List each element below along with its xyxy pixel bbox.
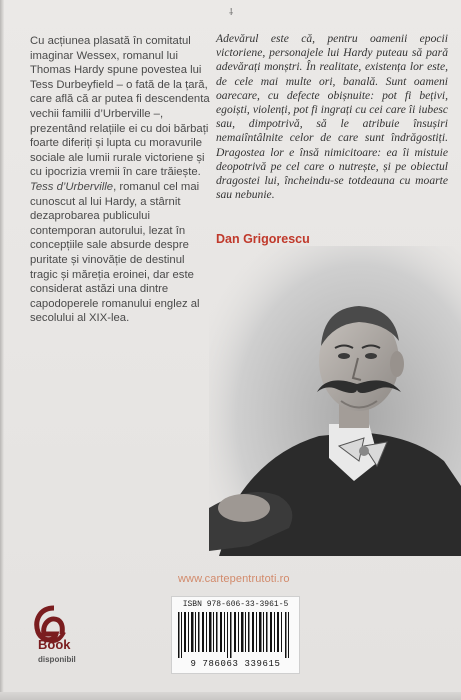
author-portrait [209, 246, 461, 556]
synopsis-text [30, 34, 212, 326]
book-title-italic: Tess d’Urberville [30, 180, 114, 193]
synopsis-paragraph-2-rest: , romanul cel mai cunoscut al lui Hardy, a stârnit dezaprobarea publicului contemporan autorului, lezat în concepțiile sale absurde despre puritate și vinovăție de destinul tragic și măreția eroinei, dar este considerat astăzi una dintre capodoperele romanului englez al secolului al XIX-lea. [30, 180, 200, 325]
scan-edge [0, 0, 4, 700]
publisher-website-link[interactable]: www.cartepentrutoti.ro [178, 573, 290, 585]
ebook-label: Book [38, 637, 71, 652]
isbn-text: ISBN 978-606-33-3961-5 [182, 600, 289, 609]
synopsis-paragraph-2 [30, 180, 212, 326]
quote-author: Dan Grigorescu [216, 232, 310, 246]
barcode-icon [178, 612, 293, 658]
critic-quote: Adevărul este că, pentru oamenii epocii victoriene, personajele lui Hardy puteau să pară adevărați monștri. În realitate, existența lor este, de cele mai multe ori, banală. Sunt oameni oarecare, cu defecte obișnuite: pot fi bețivi, egoiști, violenți, pot fi ingrați cu cei care îi iubesc sau, dimpotrivă, să le atribuie însușiri nemaiîntâlnite celor de care sunt îndrăgostiți. Dragostea lor e însă nimicitoare: ea îi mistuie deopotrivă pe cel care o nutrește, și pe obiectul dragostei lui, încheindu-se totdeauna cu moarte sau nebunie. [216, 32, 448, 202]
scan-bottom-edge [0, 692, 461, 700]
isbn-barcode-box [171, 596, 300, 674]
ebook-availability: disponibil [38, 655, 76, 664]
barcode-digits: 9 786063 339615 [190, 659, 281, 669]
synopsis-paragraph-1: Cu acțiunea plasată în comitatul imaginar Wessex, romanul lui Thomas Hardy spune povestea lui Tess Durbeyfield – o fată de la țară, care află că ar putea fi descendenta vechii familii d’Urberville –, prezentând relațiile ei cu doi bărbați foarte diferiți și lupta cu moravurile sociale ale lumii rurale victoriene și cu ipocrizia vremii în care trăiește. [30, 35, 210, 179]
crop-mark-icon: ⸸ [229, 8, 234, 18]
